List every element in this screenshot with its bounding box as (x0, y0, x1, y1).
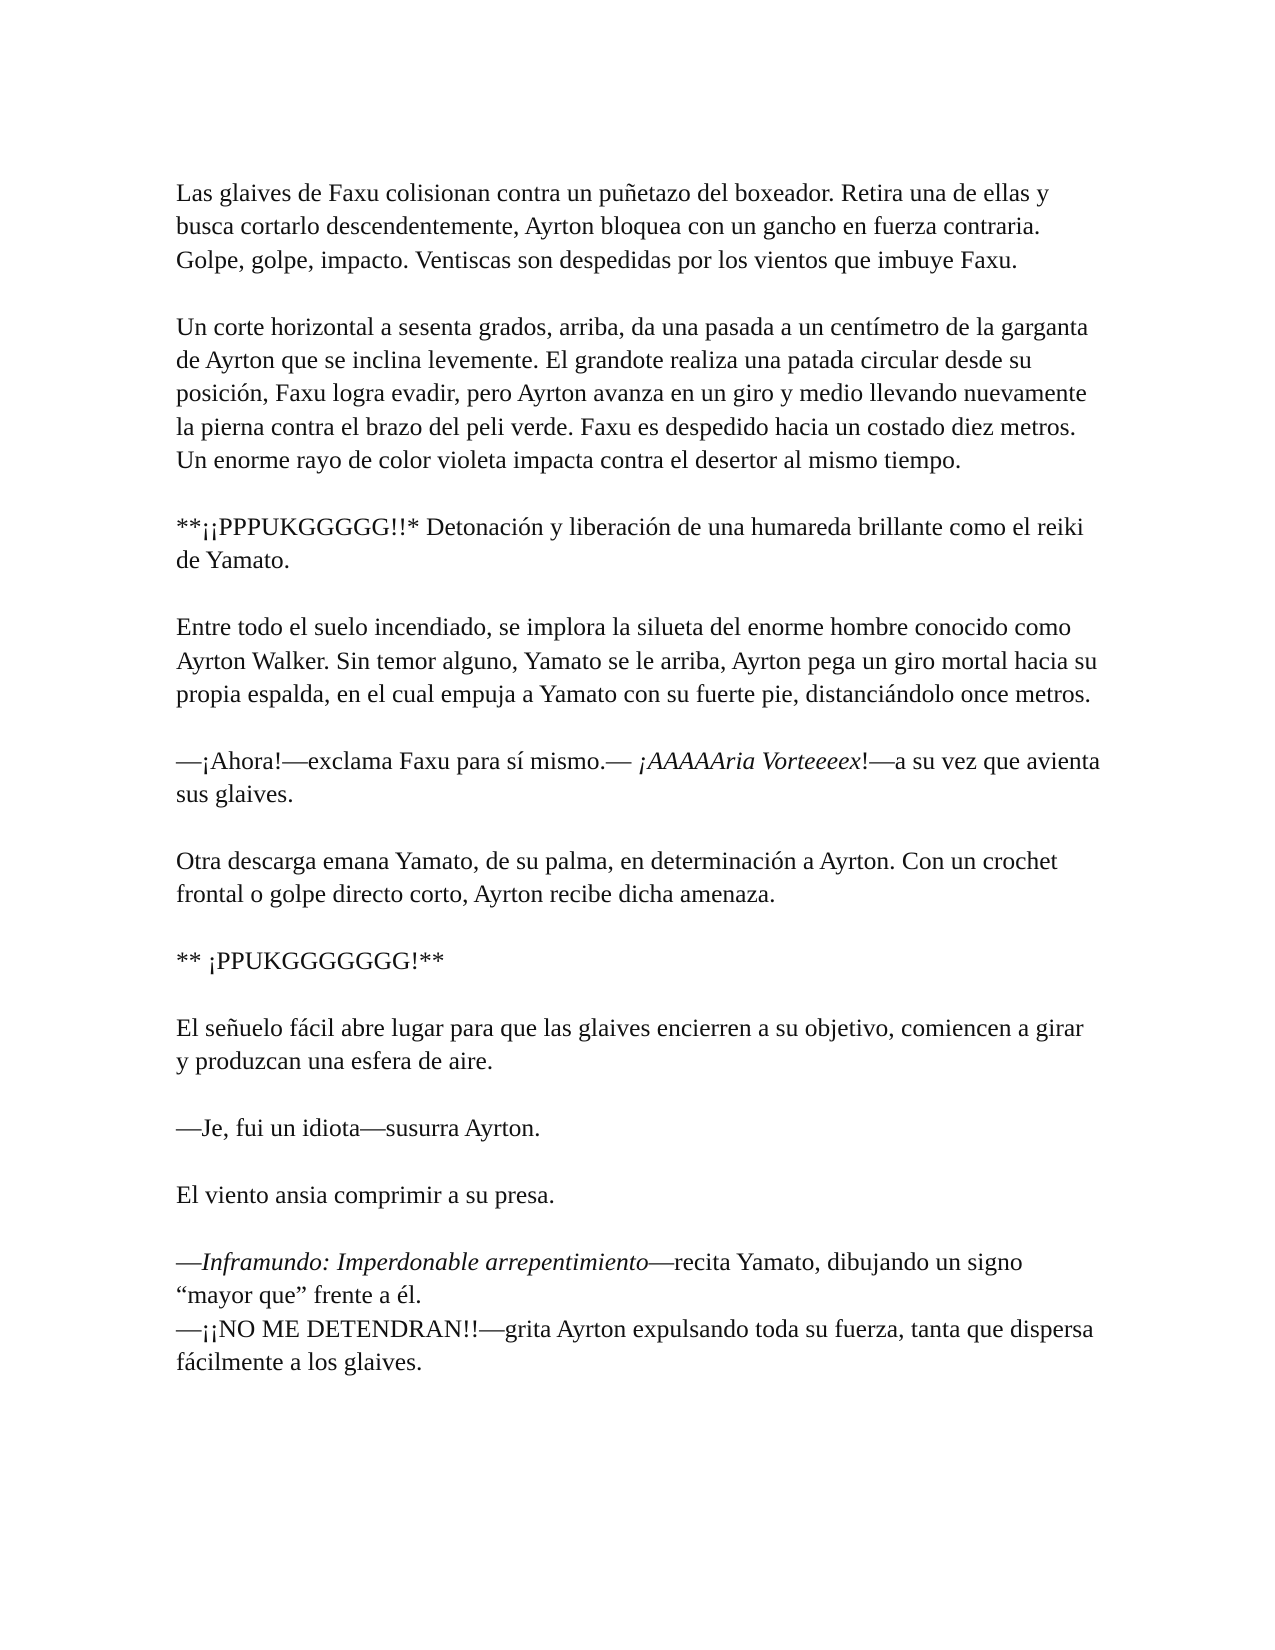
paragraph: El señuelo fácil abre lugar para que las glaives encierren a su objetivo, comiencen a girar y produzcan una esfera de aire. (176, 1013, 1084, 1076)
dialogue-text: —¡Ahora!—exclama Faxu para sí mismo.— (176, 745, 638, 775)
paragraph (176, 744, 1101, 811)
document-page (176, 176, 1101, 1412)
paragraph: Entre todo el suelo incendiado, se implora la silueta del enorme hombre conocido como Ayrton Walker. Sin temor alguno, Yamato se le arriba, Ayrton pega un giro mortal hacia su propia espalda, en el cual empuja a Yamato con su fuerte pie, distanciándolo once metros. (176, 612, 1098, 709)
paragraph: **¡¡PPPUKGGGGG!!* Detonación y liberación de una humareda brillante como el reiki de Yamato. (176, 512, 1084, 575)
paragraph (176, 1245, 1101, 1312)
paragraph: ** ¡PPUKGGGGGGG!** (176, 946, 445, 976)
dialogue-italic-text: ¡AAAAAria Vorteeeex (637, 745, 861, 775)
paragraph: —¡¡NO ME DETENDRAN!!—grita Ayrton expulsando toda su fuerza, tanta que dispersa fácilmente a los glaives. (176, 1313, 1094, 1377)
paragraph: —Je, fui un idiota—susurra Ayrton. (176, 1113, 541, 1143)
dialogue-text: !—a su vez que avienta sus glaives. (176, 745, 1101, 809)
paragraph: Un corte horizontal a sesenta grados, arriba, da una pasada a un centímetro de la garganta de Ayrton que se inclina levemente. El grandote realiza una patada circular desde su posición, Faxu logra evadir, pero Ayrton avanza en un giro y medio llevando nuevamente la pierna contra el brazo del peli verde. Faxu es despedido hacia un costado diez metros. Un enorme rayo de color violeta impacta contra el desertor al mismo tiempo. (176, 311, 1089, 475)
paragraph: Las glaives de Faxu colisionan contra un puñetazo del boxeador. Retira una de ellas y busca cortarlo descendentemente, Ayrton bloquea con un gancho en fuerza contraria. Golpe, golpe, impacto. Ventiscas son despedidas por los vientos que imbuye Faxu. (176, 178, 1050, 274)
dialogue-text: —recita Yamato, dibujando un signo “mayor que” frente a él. (176, 1246, 1023, 1310)
paragraph: El viento ansia comprimir a su presa. (176, 1180, 555, 1210)
dialogue-italic-text: Inframundo: Imperdonable arrepentimiento (201, 1246, 649, 1276)
dialogue-text: — (176, 1246, 202, 1276)
paragraph: Otra descarga emana Yamato, de su palma, en determinación a Ayrton. Con un crochet frontal o golpe directo corto, Ayrton recibe dicha amenaza. (176, 846, 1058, 909)
